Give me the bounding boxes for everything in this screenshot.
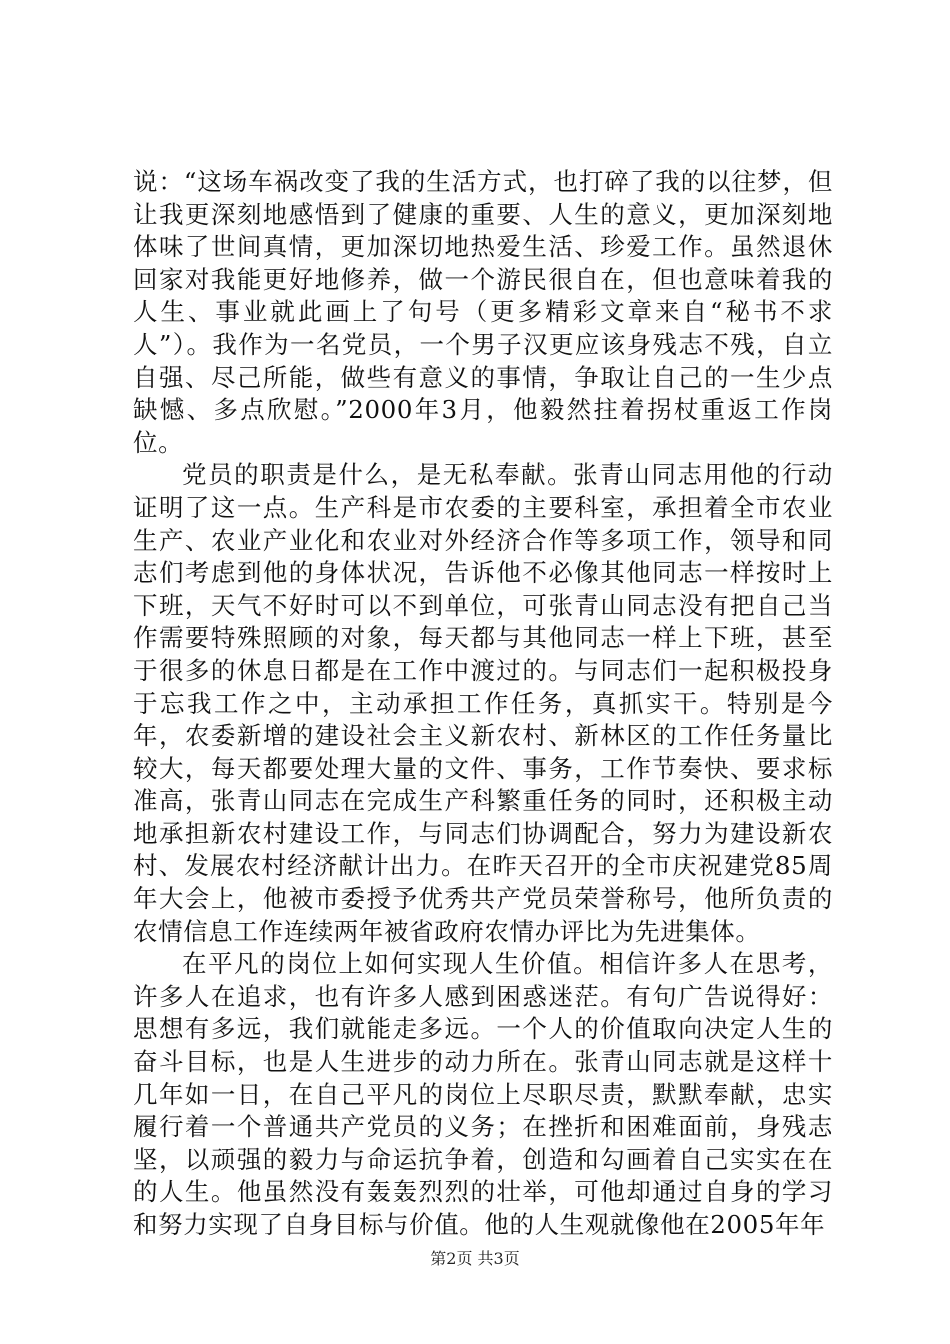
paragraph-1: 说：“这场车祸改变了我的生活方式，也打碎了我的以往梦，但让我更深刻地感悟到了健康的重要、人生的意义，更加深刻地体味了世间真情，更加深切地热爱生活、珍爱工作。虽然退休回家对我能更好地修养，做一个游民很自在，但也意味着我的人生、事业就此画上了句号（更多精彩文章来自“秘书不求人”）。我作为一名党员，一个男子汉更应该身残志不残，自立自强、尽己所能，做些有意义的事情，争取让自己的一生少点缺憾、多点欣慰。”2000年3月，他毅然拄着拐杖重返工作岗位。 xyxy=(133,167,833,457)
paragraph-2: 党员的职责是什么，是无私奉献。张青山同志用他的行动证明了这一点。生产科是市农委的主要科室，承担着全市农业生产、农业产业化和农业对外经济合作等多项工作，领导和同志们考虑到他的身体状况，告诉他不必像其他同志一样按时上下班，天气不好时可以不到单位，可张青山同志没有把自己当作需要特殊照顾的对象，每天都与其他同志一样上下班，甚至于很多的休息日都是在工作中渡过的。与同志们一起积极投身于忘我工作之中，主动承担工作任务，真抓实干。特别是今年，农委新增的建设社会主义新农村、新林区的工作任务量比较大，每天都要处理大量的文件、事务，工作节奏快、要求标准高，张青山同志在完成生产科繁重任务的同时，还积极主动地承担新农村建设工作，与同志们协调配合，努力为建设新农村、发展农村经济献计出力。在昨天召开的全市庆祝建党85周年大会上，他被市委授予优秀共产党员荣誉称号，他所负责的农情信息工作连续两年被省政府农情办评比为先进集体。 xyxy=(133,460,833,946)
document-body xyxy=(133,166,833,1242)
page-number-footer: 第2页 共3页 xyxy=(430,1249,520,1268)
paragraph-3: 在平凡的岗位上如何实现人生价值。相信许多人在思考，许多人在追求，也有许多人感到困惑迷茫。有句广告说得好：思想有多远，我们就能走多远。一个人的价值取向决定人生的奋斗目标，也是人生进步的动力所在。张青山同志就是这样十几年如一日，在自己平凡的岗位上尽职尽责，默默奉献，忠实履行着一个普通共产党员的义务；在挫折和困难面前，身残志坚，以顽强的毅力与命运抗争着，创造和勾画着自己实实在在的人生。他虽然没有轰轰烈烈的壮举，可他却通过自身的学习和努力实现了自身目标与价值。他的人生观就像他在2005年年 xyxy=(133,949,833,1239)
